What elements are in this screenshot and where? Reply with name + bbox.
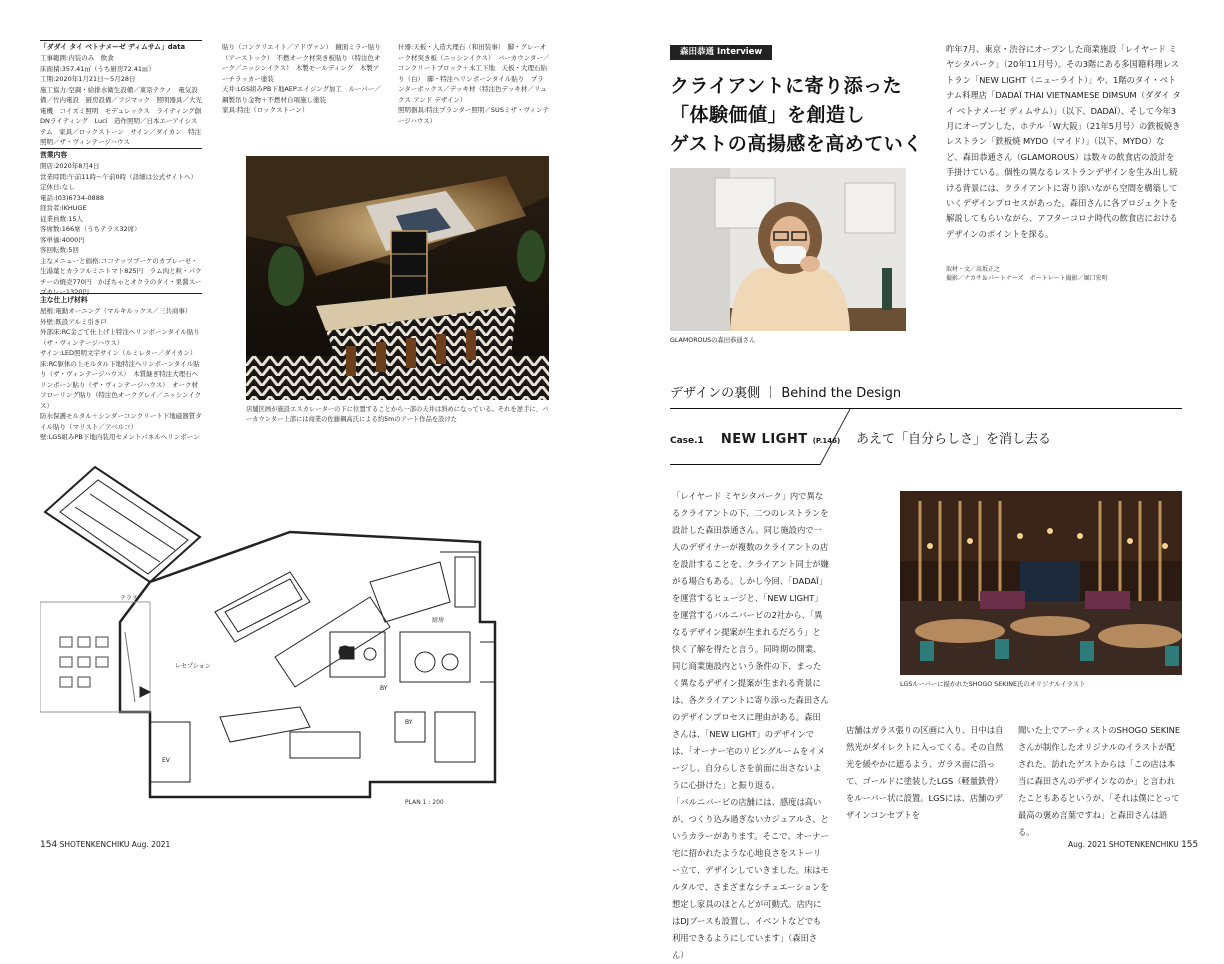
- plan-label-terrace: テラス: [120, 595, 138, 602]
- left-magazine: SHOTENKENCHIKU Aug. 2021: [59, 840, 171, 849]
- interview-tag: 森田恭通 Interview: [670, 45, 772, 60]
- credits: [946, 265, 1181, 283]
- business-line: 主なメニューと価格:ココナッツブーケのカプレーゼ・生湯葉とカラフルミニトマト825円 ラム肉と粒・パクチーの焼売770円 かぼちゃとオクラのタイ・果醤スープカレー1320円: [40, 256, 202, 296]
- left-page-number: 154: [40, 840, 58, 850]
- body-column-2: 店舗はガラス張りの区画に入り、日中は自然光がダイレクトに入ってくる。その自然光を緩やかに遮るよう、ガラス面に沿って、ゴールドに塗装したLGS（軽量鉄骨）をルーバー状に設置。LGSには、店舗のデザインコンセプトを: [846, 725, 1004, 820]
- case-page: (P.146): [812, 437, 841, 445]
- materials-line: 照明器具:特注プランター照明／SUSミザ・ヴィンテージハウス）: [398, 106, 550, 125]
- materials-line: 什器:天板・人造大理石（和田装事） 脚・グレーオーク材突き板（ニッシンイクス） バーカウンター／コンクリートブロック＋木工下地 天板・大理石貼り（白） 脚・特注ヘリンボーンタイル貼り プランターボックス／デッキ材（特注色デッキ材／リュクス アンド デザイン）: [398, 43, 550, 104]
- business-line: 客席数:166席（うちテラス32席）: [40, 225, 141, 233]
- finish-line: 防水保護モルタル＋シンダーコンクリート下地磁器質タイル貼り（マリスト／アベルコ）: [40, 412, 202, 431]
- finish-block: [40, 295, 202, 443]
- finish-line: 壁:LGS組みPB下地内装用セメントパネルヘリンボーン: [40, 433, 200, 441]
- headline-line-1: クライアントに寄り添った: [670, 75, 903, 97]
- finish-line: 床:RC躯体の上モルタル下地特注ヘリンボーンタイル貼り（ザ・ヴィンテージハウス） 木質継ぎ特注大理石ヘリンボーン貼り（ザ・ヴィンテージハウス） オーク材フローリング貼り（特注色オークグレイ／ニッシンイクス）: [40, 359, 202, 410]
- materials-line: 天井:LGS組みPB下地AEPエイジング加工 ルーバー／鋼製吊り金物＋不燃材自項施し塗装: [222, 85, 381, 104]
- new-light-interior-photo: [900, 491, 1182, 675]
- plan-label-reception: レセプション: [175, 663, 211, 670]
- business-line: 開店:2020年8月4日: [40, 162, 100, 170]
- business-lines: [40, 161, 202, 298]
- materials-column-2: [222, 42, 382, 116]
- data-title: 「ダダイ タイ ベトナメーゼ ディムサム」data: [40, 43, 186, 51]
- headline: [670, 72, 940, 159]
- business-line: 客単価:4000円: [40, 235, 85, 244]
- credit-photo: 撮影／ナカサ＆パートナーズ ポートレート撮影／堀口宏明: [946, 275, 1108, 282]
- right-page-number: 155: [1181, 840, 1199, 850]
- plan-label-kitchen: 厨房: [432, 617, 445, 624]
- data-line: 工事範囲:内装のみ 飲食: [40, 54, 114, 62]
- finish-line: サイン:LED照明文字サイン（ルミレター／ダイカン）: [40, 349, 197, 357]
- business-block: [40, 150, 202, 298]
- plan-label-ev: EV: [162, 757, 170, 764]
- case-name: NEW LIGHT: [720, 432, 808, 447]
- finish-line: 外部床:RC金ごて仕上げ上特注ヘリンボーンタイル貼り（ザ・ヴィンテージハウス）: [40, 328, 200, 347]
- credit-writer: 取材・文／髙坂正之: [946, 266, 1001, 273]
- finish-line: 外壁:既設アルミ引き戸: [40, 317, 107, 326]
- data-lines: [40, 53, 208, 148]
- business-line: 電話:(03)6734-0888: [40, 193, 104, 202]
- finish-title: 主な仕上げ材料: [40, 296, 88, 304]
- materials-column-3: [398, 42, 550, 126]
- plan-label-by: BY: [405, 719, 413, 726]
- business-line: 客回転数:5回: [40, 246, 79, 254]
- data-line: 床面積:357.41㎡（うち厨房72.41㎡）: [40, 64, 156, 73]
- photo-caption: 店舗区画が施設エスカレーターの下に位置することから一部の天井は斜めになっている。それを逆手に、バーカウンター上部には商業の佐藤鋼高氏による約5mのアート作品を設けた: [246, 406, 549, 423]
- plan-label-by-top: BY: [380, 685, 388, 692]
- portrait-caption: GLAMOROUSの森田恭通さん: [670, 337, 756, 344]
- photo2-caption: LGSルーバーに描かれたSHOGO SEKINE氏のオリジナルイラスト: [900, 681, 1086, 688]
- data-line: 施工協力:空調・給排水衛生設備／東京テクノ 電気設備／竹内電設 厨房設備／フジマック 照明器具／大光電機 コイズミ照明 モデュレックス ライティング創 DNライティング Luci 造作照明／日本エーアイシステム 家具／ロックストーン サイン／ダイカン 特注照明／ザ・ヴィンテージハウス: [40, 85, 208, 146]
- finish-lines: [40, 306, 202, 443]
- body-column-3: 聞いた上でアーティストのSHOGO SEKINEさんが制作したオリジナルのイラストが配された。訪れたゲストからは「この店は本当に森田さんのデザインなのか」と言われたこともあるというが、「それは僕にとって最高の褒め言葉ですね」と森田さんは語る。: [1018, 725, 1181, 837]
- right-magazine: Aug. 2021 SHOTENKENCHIKU: [1068, 840, 1179, 849]
- data-block: [40, 42, 208, 148]
- business-line: 経営者:IKHUGE: [40, 204, 87, 212]
- intro-text: 昨年7月、東京・渋谷にオープンした商業施設「レイヤード ミヤシタパーク」（20年11月号）。その3階にある多国籍料理レストラン「NEW LIGHT（ニューライト）」や、1階のタイ・ベトナム料理店「DADAÏ THAI VIETNAMESE DIMSUM（ダダイ タイ ベトナメーゼ ディムサム）」（以下、DADAÏ）、そして今年3月にオープンした、ホテル「W大阪」（21年5月号）の鉄板焼きレストラン「鉄板焼 MYDO（マイド）」（以下、MYDO）など、森田恭通さん（GLAMOROUS）は数々の飲食店の設計を手掛けている。個性の異なるレストランデザインを生み出し続ける背景には、クライアントに寄り添いながら空間を構築していくデザインプロセスがあった。森田さんに各プロジェクトを解説してもらいながら、アフターコロナ時代の飲食店におけるデザインのポイントを探る。: [946, 44, 1181, 239]
- business-line: 定休日:なし: [40, 183, 75, 191]
- business-line: 従業員数:15人: [40, 214, 83, 223]
- body-column-1: 「レイヤード ミヤシタパーク」内で異なるクライアントの下、二つのレストランを設計した森田恭通さん。同じ施設内で一人のデザイナーが複数のクライアントの店を設計することを、クライアント同士が嫌がる場合もある。しかし今回、「DADAÏ」を運営するヒュージと、「NEW LIGHT」を運営するバルニバービの2社から、「異なるデザイン提案が生まれるだろう」と快く了解を得たと言う。同時期の開業、同じ商業施設内という条件の下、まったく異なるデザイン提案が生まれる背景には、各クライアントに寄り添った森田さんのデザインプロセスに理由がある。森田さんは、「NEW LIGHT」のデザインでは、「オーナー宅のリビングルームをイメージし、自分らしさを前面に出さないように心掛けた」と振り返る。 「バルニバービの店舗には、感度は高いが、つくり込み過ぎないカジュアルさ、というカラーがあります。そこで、オーナー宅に招かれたような心地良さをストーリー立て、デザインしていきました。床はモルタルで、さまざまなシチュエーションを想定し家具のほとんどが可動式。店内にはDJブースも設置し、イベントなどでも利用できるようにしています」（森田さん）: [672, 491, 829, 960]
- business-title: 営業内容: [40, 151, 68, 159]
- materials-line: 家具:特注（ロックストーン）: [222, 106, 309, 114]
- materials-line: 貼り（コンクリエイト／アドヴァン） 鏡面ミラー貼り（アーストック） 不燃オーク材突き板貼り（特注色オーク／ニッシンイクス） 木製モールディング 木製アーチラッカー塗装: [222, 43, 381, 83]
- case-label: Case.1: [670, 436, 704, 446]
- section-title: デザインの裏側 ｜ Behind the Design: [670, 386, 902, 401]
- left-footer: [40, 840, 170, 850]
- right-footer: [1068, 840, 1198, 850]
- headline-line-3: ゲストの高揚感を高めていく: [670, 133, 923, 155]
- portrait-photo: [670, 168, 906, 331]
- restaurant-interior-photo: [246, 156, 549, 400]
- case-subtitle: あえて「自分らしさ」を消し去る: [856, 432, 1052, 447]
- headline-line-2: 「体験価値」を創造し: [670, 104, 866, 126]
- case-heading: [670, 428, 840, 447]
- finish-line: 屋根:電動オーニング（マルキルックス／三共商事）: [40, 307, 192, 315]
- business-line: 営業時間:午前11時〜午前0時（詳細は公式サイトへ）: [40, 172, 198, 181]
- data-line: 工期:2020年1月21日〜5月28日: [40, 75, 136, 83]
- floor-plan: [40, 462, 540, 802]
- plan-scale: PLAN 1 : 200: [405, 799, 444, 806]
